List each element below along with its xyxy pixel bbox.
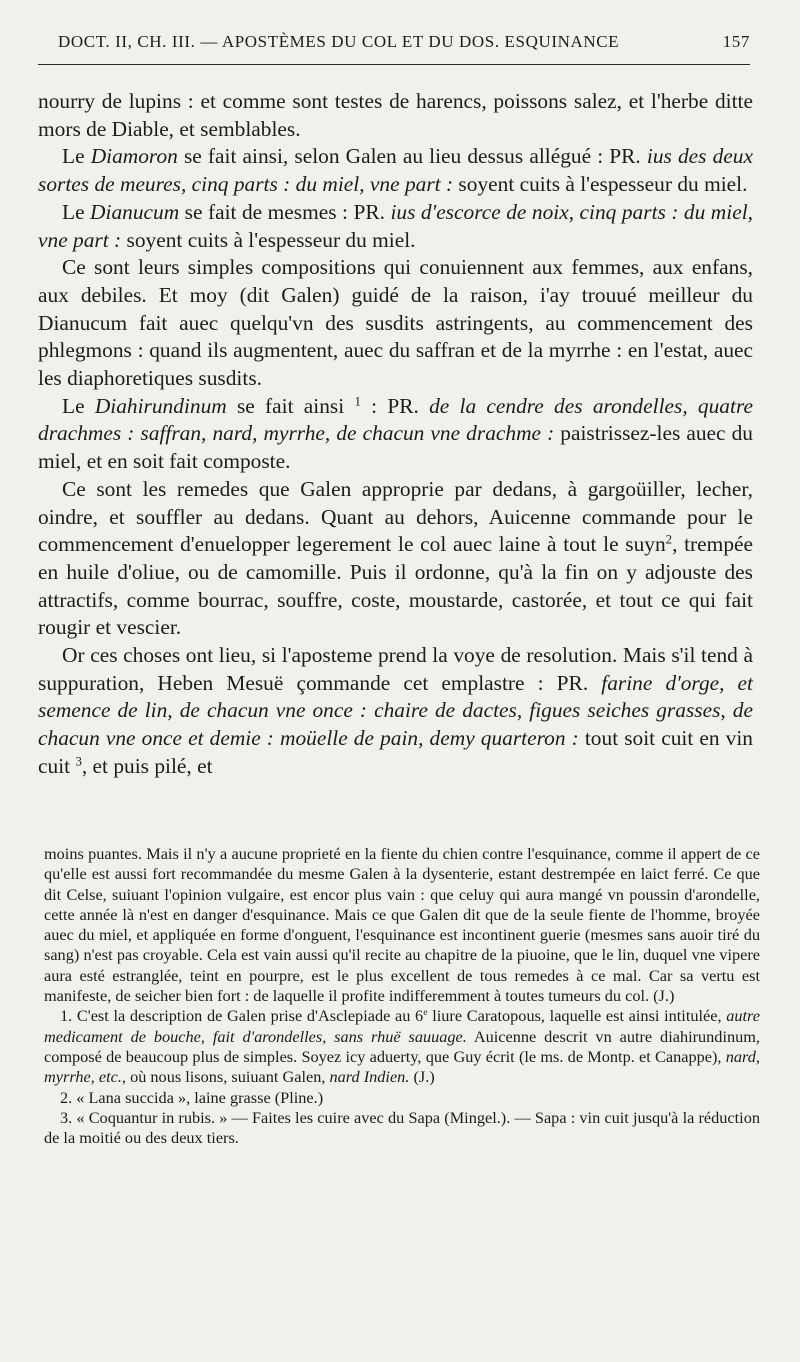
note-continuation: moins puantes. Mais il n'y a aucune proprieté en la fiente du chien contre l'esquinance, comme il appert de ce qu'elle est aussi fort recommandée du mesme Galen à la dysenterie, estant destrempée en laict ferré. Ce que dit Celse, suiuant l'opinion vulgaire, est encor plus vain : que celuy qui aura mangé vn poussin d'arondelle, cette année là n'est en danger d'esquinance. Mais ce que Galen dit que de la seule fiente de l'homme, broyée auec du miel, et appliquée en forme d'onguent, l'esquinance est incontinent guerie (mesmes sans auoir tiré du sang) n'est pas croyable. Cela est vain aussi qu'il recite au chapitre de la piuoine, que le lin, duquel vne vipere aura esté estranglée, teint en pourpre, est le plus excellent de tous remedes à ce mal. Car sa vertu est manifeste, de seicher bien fort : de laquelle il profite indifferemment à toutes tumeurs du col. (J.) — [44, 844, 760, 1006]
paragraph-compositions: Ce sont leurs simples compositions qui conuiennent aux femmes, aux enfans, aux debiles. Et moy (dit Galen) guidé de la raison, i'ay trouué meilleur du Dianucum fait auec quelqu'vn des susdits astringents, au commencement des phlegmons : quand ils augmentent, auec du saffran et de la myrrhe : en l'estat, auec les diaphoretiques susdits. — [38, 255, 753, 391]
recipe-italic: ius des deux sortes de meures, cinq parts : du miel, vne part : — [38, 144, 753, 197]
text-run: , trempée en huile d'oliue, ou de camomille. Puis il ordonne, qu'à la fin on y adjouste des attractifs, comme bourrac, souffre, coste, moustarde, castorée, et tout ce qui fait rougir et vescier. — [38, 532, 753, 640]
paragraph-remedes — [38, 476, 753, 642]
text-run: se fait ainsi — [226, 393, 355, 418]
term-diahirundinum: Diahirundinum — [94, 393, 227, 418]
recipe-italic: de la cendre des arondelles, quatre drachmes : saffran, nard, myrrhe, de chacun vne drachme : — [38, 393, 753, 446]
footnote-1 — [44, 1006, 760, 1087]
text-run: se fait ainsi, selon Galen au lieu dessus allégué : PR. — [177, 144, 647, 169]
text-run: se fait de mesmes : PR. — [179, 199, 391, 224]
main-text — [38, 88, 753, 781]
text-run: Auicenne descrit vn autre diahirundinum, composé de beaucoup plus de simples. Soyez icy aduerty, que Guy écrit (le ms. de Montp. et Canappe), — [44, 1026, 760, 1066]
paragraph-diahirundinum — [38, 393, 753, 476]
text-run: soyent cuits à l'espesseur du miel. — [121, 227, 416, 252]
paragraph-resolution — [38, 642, 753, 781]
text-run: paistrissez-les auec du miel, et en soit fait composte. — [38, 421, 753, 474]
italic-run: nard Indien. — [329, 1067, 410, 1087]
recipe-italic: farine d'orge, et semence de lin, de chacun vne once : chaire de dactes, figues seiches grasses, de chacun vne once et demie : moüelle de pain, demy quarteron : — [38, 670, 753, 751]
text-run: (J.) — [409, 1067, 435, 1087]
footnote-ref-2[interactable]: 2 — [665, 532, 673, 547]
text-run: Le — [62, 393, 95, 418]
paragraph-1: nourry de lupins : et comme sont testes de harencs, poissons salez, et l'herbe ditte mors de Diable, et semblables. — [38, 89, 753, 141]
page-number: 157 — [722, 32, 750, 51]
term-diamoron: Diamoron — [90, 144, 178, 169]
text-run: liure Caratopous, laquelle est ainsi intitulée, — [427, 1006, 727, 1026]
text-run: 1. C'est la description de Galen prise d'Asclepiade au 6 — [60, 1006, 424, 1026]
text-run: , et puis pilé, et — [81, 753, 213, 778]
italic-run: nard, myrrhe, etc. — [44, 1046, 760, 1087]
footnote-3: 3. « Coquantur in rubis. » — Faites les cuire avec du Sapa (Mingel.). — Sapa : vin cuit jusqu'à la réduction de la moitié ou des deux tiers. — [44, 1107, 760, 1148]
superscript: e — [423, 1007, 428, 1019]
paragraph-diamoron — [38, 143, 753, 198]
footnote-ref-3[interactable]: 3 — [75, 754, 82, 769]
text-run: Ce sont les remedes que Galen approprie par dedans, à gargoüiller, lecher, oindre, et souffler au dedans. Quant au dehors, Auicenne commande pour le commencement d'enuelopper legerement le col auec laine à tout le suyn — [38, 476, 753, 557]
paragraph-dianucum — [38, 199, 753, 254]
footnote-ref-1[interactable]: 1 — [354, 394, 361, 409]
text-run: Le — [62, 199, 91, 224]
footnotes — [44, 844, 760, 1148]
text-run: : PR. — [360, 393, 430, 418]
text-run: tout soit cuit en vin cuit — [38, 726, 753, 778]
running-header — [38, 32, 750, 58]
recipe-italic: ius d'escorce de noix, cinq parts : du miel, vne part : — [38, 199, 753, 252]
text-run: Or ces choses ont lieu, si l'aposteme prend la voye de resolution. Mais s'il tend à suppuration, Heben Mesuë çommande cet emplastre : PR. — [38, 643, 753, 695]
text-run: Le — [62, 144, 91, 169]
running-title: DOCT. II, CH. III. — APOSTÈMES DU COL ET DU DOS. ESQUINANCE — [58, 32, 620, 51]
italic-run: autre medicament de bouche, fait d'arondelles, sans rhuë sauuage. — [44, 1006, 760, 1046]
footnote-2: 2. « Lana succida », laine grasse (Pline.) — [60, 1087, 324, 1107]
term-dianucum: Dianucum — [90, 199, 180, 224]
text-run: , où nous lisons, suiuant Galen, — [121, 1067, 330, 1087]
text-run: soyent cuits à l'espesseur du miel. — [453, 172, 748, 197]
header-rule — [38, 64, 750, 65]
